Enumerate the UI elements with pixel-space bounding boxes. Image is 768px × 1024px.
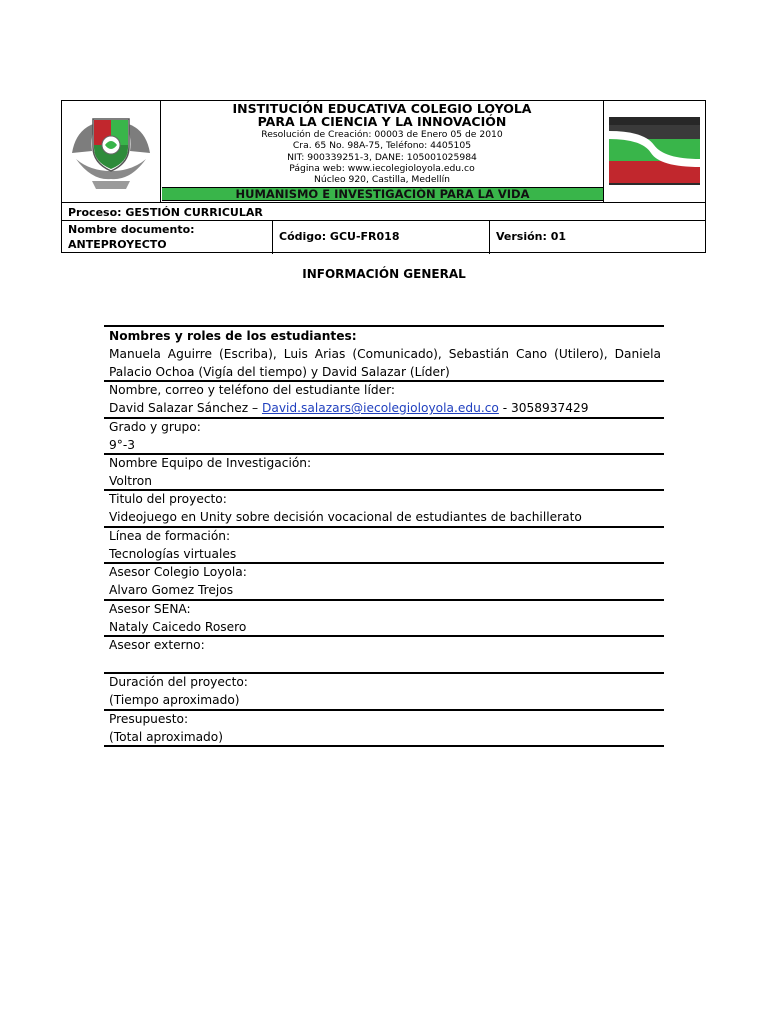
- project-title-value: Videojuego en Unity sobre decisión vocacional de estudiantes de bachillerato: [109, 510, 582, 524]
- flag-emblem-icon: [604, 101, 705, 201]
- institution-nit: NIT: 900339251-3, DANE: 105001025984: [287, 152, 477, 163]
- budget-label: Presupuesto:: [109, 712, 189, 726]
- leader-info: [109, 399, 661, 417]
- institution-resolution: Resolución de Creación: 00003 de Enero 05 de 2010: [261, 129, 503, 140]
- institution-location: Núcleo 920, Castilla, Medellín: [314, 174, 450, 185]
- document-version: Versión: 01: [496, 230, 567, 243]
- document-code: Código: GCU-FR018: [279, 230, 400, 243]
- training-line-label: Línea de formación:: [109, 529, 231, 543]
- sena-advisor-value: Nataly Caicedo Rosero: [109, 620, 247, 634]
- institution-address: Cra. 65 No. 98A-75, Teléfono: 4405105: [292, 140, 472, 151]
- flag-logo: [603, 101, 705, 202]
- duration-value: (Tiempo aproximado): [109, 693, 240, 707]
- team-value: Voltron: [109, 474, 152, 488]
- students-line-1: Manuela Aguirre (Escriba), Luis Arias (Comunicado), Sebastián Cano (Utilero), Daniela: [109, 347, 661, 361]
- institution-website: Página web: www.iecolegioloyola.edu.co: [289, 163, 475, 174]
- process-row: [62, 202, 705, 220]
- institution-subtitle: PARA LA CIENCIA Y LA INNOVACIÓN: [257, 114, 507, 129]
- students-line-2: Palacio Ochoa (Vigía del tiempo) y David Salazar (Líder): [109, 365, 450, 379]
- section-title: INFORMACIÓN GENERAL: [302, 267, 466, 281]
- training-line-value: Tecnologías virtuales: [109, 547, 237, 561]
- institution-name: INSTITUCIÓN EDUCATIVA COLEGIO LOYOLA: [232, 101, 532, 116]
- external-advisor-label: Asesor externo:: [109, 638, 205, 652]
- budget-value: (Total aproximado): [109, 730, 224, 744]
- document-info-row: [62, 220, 705, 253]
- grade-label: Grado y grupo:: [109, 420, 201, 434]
- document-code-cell: [273, 221, 490, 254]
- team-label: Nombre Equipo de Investigación:: [109, 456, 312, 470]
- grade-value: 9°-3: [109, 438, 135, 452]
- motto-banner: HUMANISMO E INVESTIGACIÓN PARA LA VIDA: [162, 187, 603, 201]
- table-rule: [104, 745, 664, 747]
- school-crest-icon: [62, 101, 160, 201]
- leader-phone: - 3058937429: [498, 401, 589, 415]
- document-version-cell: [490, 221, 706, 254]
- school-advisor-value: Alvaro Gomez Trejos: [109, 583, 234, 597]
- leader-name: David Salazar Sánchez –: [109, 401, 262, 415]
- sena-advisor-label: Asesor SENA:: [109, 602, 191, 616]
- document-header-table: [61, 100, 706, 253]
- leader-email-link[interactable]: David.salazars@iecolegioloyola.edu.co: [261, 401, 499, 415]
- leader-label: Nombre, correo y teléfono del estudiante líder:: [109, 383, 395, 397]
- school-crest-logo: [62, 101, 161, 202]
- school-advisor-label: Asesor Colegio Loyola:: [109, 565, 247, 579]
- project-title-label: Titulo del proyecto:: [109, 492, 227, 506]
- document-name-cell: [62, 221, 273, 254]
- institution-info-block: [161, 101, 603, 202]
- document-name-label: Nombre documento:: [68, 223, 195, 236]
- duration-label: Duración del proyecto:: [109, 675, 248, 689]
- process-label: Proceso: GESTIÓN CURRICULAR: [68, 206, 263, 219]
- document-name-value: ANTEPROYECTO: [68, 238, 167, 251]
- students-label: Nombres y roles de los estudiantes:: [109, 329, 357, 343]
